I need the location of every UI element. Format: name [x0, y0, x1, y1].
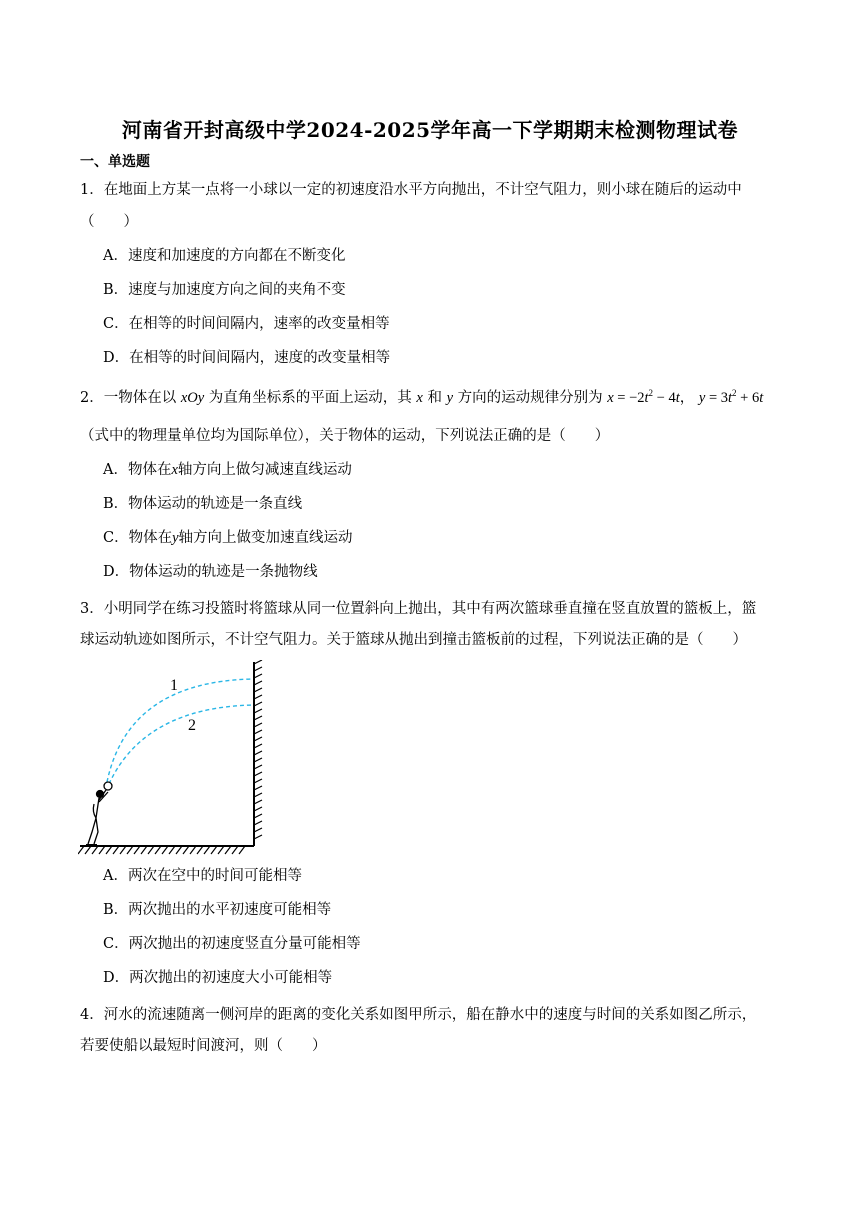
q2-option-c: [103, 528, 353, 548]
q3-option-d: D．两次抛出的初速度大小可能相等: [103, 970, 333, 986]
q2-stem-line2: （式中的物理量单位均为国际单位），关于物体的运动，下列说法正确的是（ ）: [80, 428, 610, 444]
q2-option-b: B．物体运动的轨迹是一条直线: [103, 496, 303, 512]
q2-option-c-pre: C．物体在: [103, 530, 173, 546]
wall-hatching: [254, 660, 262, 839]
q3-option-c: C．两次抛出的初速度竖直分量可能相等: [103, 936, 361, 952]
q2-var-x: x: [416, 390, 423, 406]
q1-option-a: A．速度和加速度的方向都在不断变化: [103, 248, 346, 264]
trajectory-1-label: 1: [170, 677, 178, 694]
q2-option-c-post: 轴方向上做变加速直线运动: [178, 530, 353, 546]
trajectory-2-label: 2: [188, 717, 196, 734]
q2-option-a-post: 轴方向上做匀减速直线运动: [177, 462, 352, 478]
q1-stem-line2: （ ）: [80, 214, 138, 230]
basketball-trajectory-figure: [78, 660, 278, 860]
trajectory-2: [109, 705, 252, 784]
q2-option-d: D．物体运动的轨迹是一条抛物线: [103, 564, 318, 580]
trajectory-1: [107, 679, 252, 782]
q1-option-c: C．在相等的时间间隔内，速率的改变量相等: [103, 316, 390, 332]
q2-equation-y: $y = 3t^2 + 6t$: [698, 388, 764, 406]
q2-var-xoy: xOy: [180, 390, 205, 406]
q2-option-a-pre: A．物体在: [103, 462, 172, 478]
q2-text-3: 方向的运动规律分别为: [457, 390, 603, 406]
q1-option-d: D．在相等的时间间隔内，速度的改变量相等: [103, 350, 391, 366]
q3-stem-line1: 3．小明同学在练习投篮时将篮球从同一位置斜向上抛出，其中有两次篮球垂直撞在竖直放置的篮板上，篮: [80, 601, 757, 617]
q3-stem-line2: 球运动轨迹如图所示，不计空气阻力。关于篮球从抛出到撞击篮板前的过程，下列说法正确的是（ ）: [80, 632, 747, 648]
q4-stem-line1: 4．河水的流速随离一侧河岸的距离的变化关系如图甲所示，船在静水中的速度与时间的关系如图乙所示，: [80, 1007, 757, 1023]
q2-comma: ，: [679, 390, 695, 406]
section-heading: 一、单选题: [80, 154, 150, 170]
q2-stem-line1: [80, 388, 763, 408]
q2-text-and: 和: [427, 390, 442, 406]
q2-option-c-var: y: [172, 530, 179, 546]
q2-equation-x: $x = -2t^2 - 4t$: [607, 388, 680, 406]
q3-option-a: A．两次在空中的时间可能相等: [103, 868, 302, 884]
q4-stem-line2: 若要使船以最短时间渡河，则（ ）: [80, 1038, 327, 1054]
q2-option-a: [103, 460, 352, 480]
player-figure: [86, 782, 112, 845]
q3-option-b: B．两次抛出的水平初速度可能相等: [103, 902, 332, 918]
q2-text-1: 2．一物体在以: [80, 390, 177, 406]
q2-text-2: 为直角坐标系的平面上运动，其: [208, 390, 412, 406]
q1-stem-line1: 1．在地面上方某一点将一小球以一定的初速度沿水平方向抛出，不计空气阻力，则小球在随后的运动中: [80, 182, 742, 198]
q2-var-y: y: [446, 390, 453, 406]
q1-option-b: B．速度与加速度方向之间的夹角不变: [103, 282, 346, 298]
ground-hatching: [78, 846, 245, 854]
q2-option-a-var: x: [171, 462, 178, 478]
page-title: 河南省开封高级中学2024-2025学年高一下学期期末检测物理试卷: [121, 118, 739, 142]
